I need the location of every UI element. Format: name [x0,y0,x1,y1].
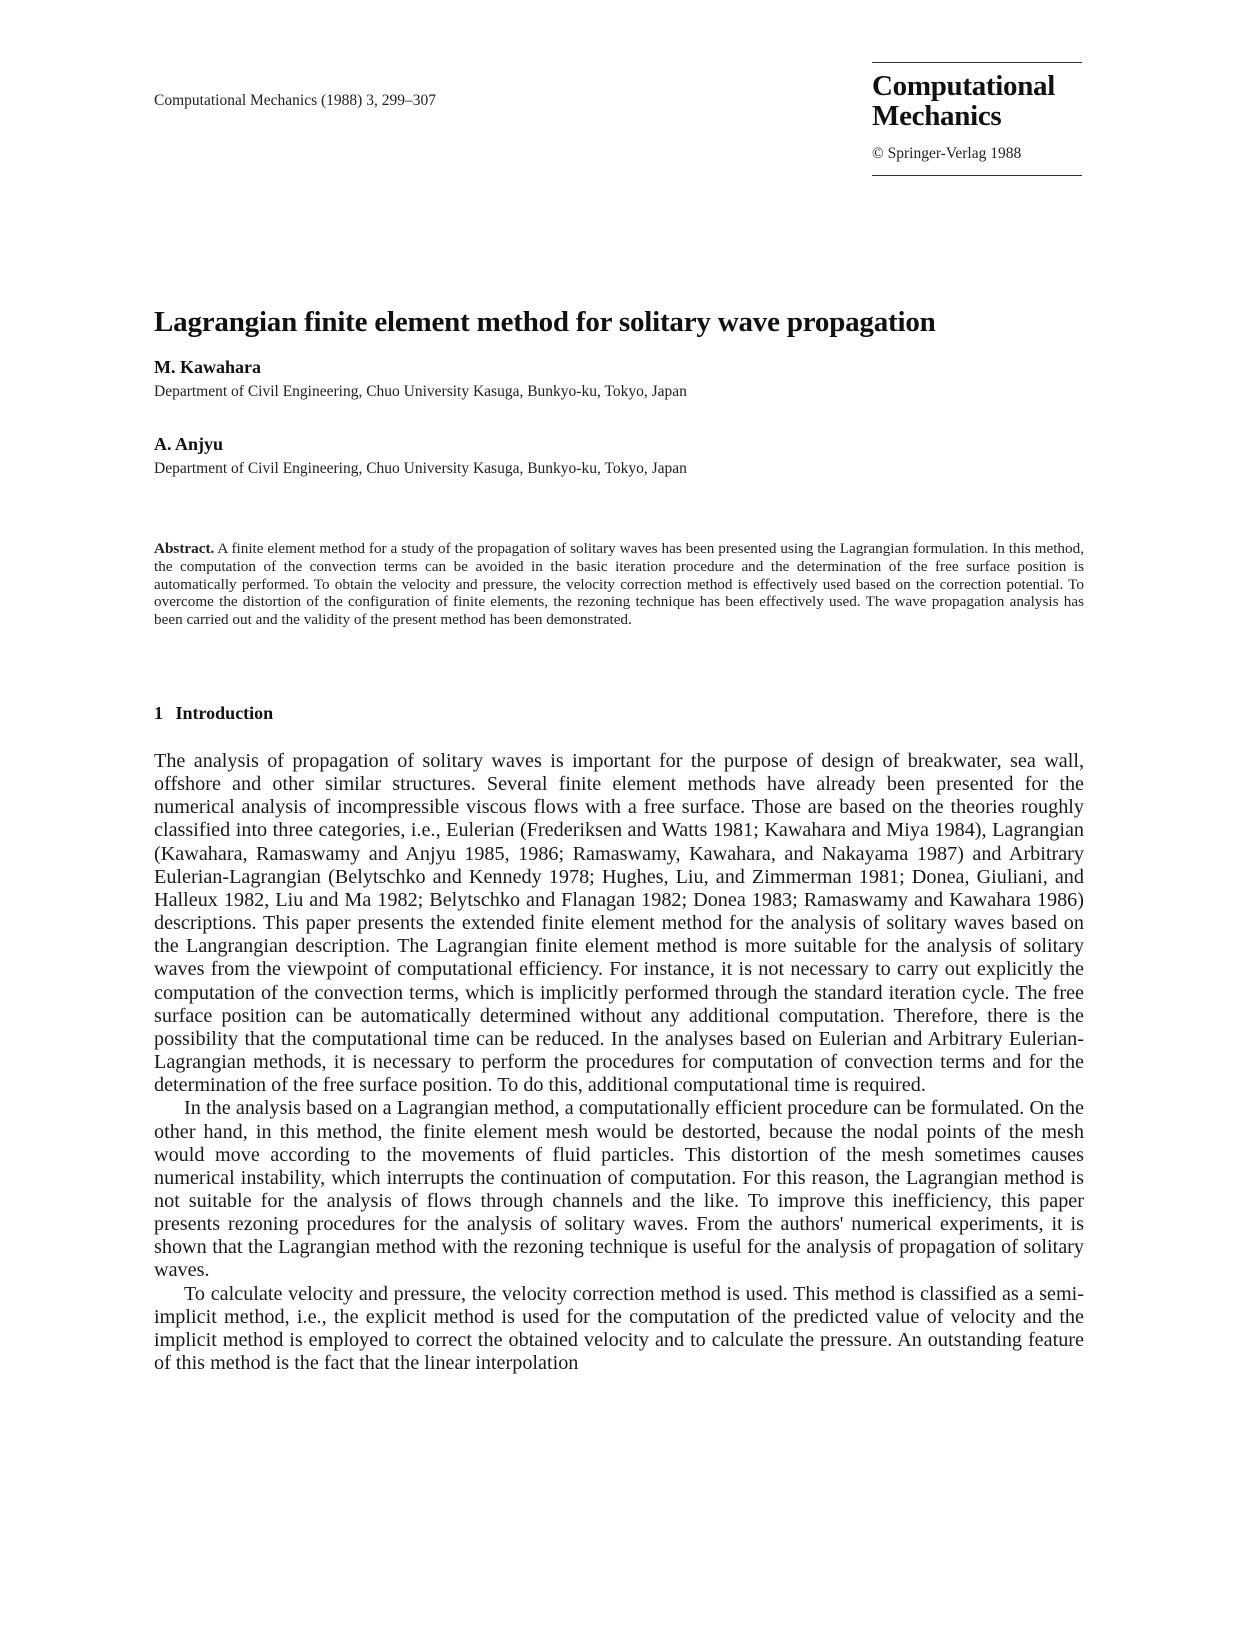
paragraph: To calculate velocity and pressure, the velocity correction method is used. This method is classified as a semi-implicit method, i.e., the explicit method is used for the computation of the predicted value of velocity and the implicit method is employed to correct the obtained velocity and to calculate the pressure. An outstanding feature of this method is the fact that the linear interpolation [154,1282,1084,1375]
section-heading [154,703,273,724]
abstract [154,540,1084,629]
paragraph: The analysis of propagation of solitary waves is important for the purpose of design of breakwater, sea wall, offshore and other similar structures. Several finite element methods have already been presented for the numerical analysis of incompressible viscous flows with a free surface. Those are based on the theories roughly classified into three categories, i.e., Eulerian (Frederiksen and Watts 1981; Kawahara and Miya 1984), Lagrangian (Kawahara, Ramaswamy and Anjyu 1985, 1986; Ramaswamy, Kawahara, and Nakayama 1987) and Arbitrary Eulerian-Lagrangian (Belytschko and Kennedy 1978; Hughes, Liu, and Zimmerman 1981; Donea, Giuliani, and Halleux 1982, Liu and Ma 1982; Belytschko and Flanagan 1982; Donea 1983; Ramaswamy and Kawahara 1986) descriptions. This paper presents the extended finite element method for the analysis of solitary waves based on the Langrangian description. The Lagrangian finite element method is more suitable for the analysis of solitary waves from the viewpoint of computational efficiency. For instance, it is not necessary to carry out explicitly the computation of the convection terms, which is implicitly performed through the standard iteration cycle. The free surface position can be automatically determined without any additional computation. Therefore, there is the possibility that the computational time can be reduced. In the analyses based on Eulerian and Arbitrary Eulerian-Lagrangian methods, it is necessary to perform the procedures for computation of convection terms and for the determination of the free surface position. To do this, additional computational time is required. [154,750,1084,1097]
section-title: Introduction [175,703,274,723]
journal-citation: Computational Mechanics (1988) 3, 299–307 [154,92,436,109]
author-affiliation: Department of Civil Engineering, Chuo University Kasuga, Bunkyo-ku, Tokyo, Japan [154,383,687,400]
journal-name-line1: Computational [872,70,1056,102]
publisher-copyright: © Springer-Verlag 1988 [872,145,1022,162]
author-affiliation: Department of Civil Engineering, Chuo University Kasuga, Bunkyo-ku, Tokyo, Japan [154,460,687,477]
masthead-rule-top [872,62,1082,63]
author-name: M. Kawahara [154,357,261,377]
section-number: 1 [154,703,163,723]
paper-title: Lagrangian finite element method for solitary wave propagation [154,306,936,338]
paragraph: In the analysis based on a Lagrangian method, a computationally efficient procedure can be formulated. On the other hand, in this method, the finite element mesh would be destorted, because the nodal points of the mesh would move according to the movements of fluid particles. This distortion of the mesh sometimes causes numerical instability, which interrupts the continuation of computation. For this reason, the Lagrangian method is not suitable for the analysis of flows through channels and the like. To improve this inefficiency, this paper presents rezoning procedures for the analysis of solitary waves. From the authors' numerical experiments, it is shown that the Lagrangian method with the rezoning technique is useful for the analysis of propagation of solitary waves. [154,1097,1084,1282]
journal-name-line2: Mechanics [872,100,1002,132]
abstract-text: A finite element method for a study of the propagation of solitary waves has been presented using the Lagrangian formulation. In this method, the computation of the convection terms can be avoided in the basic iteration procedure and the determination of the free surface position is automatically performed. To obtain the velocity and pressure, the velocity correction method is effectively used based on the correction potential. To overcome the distortion of the configuration of finite elements, the rezoning technique has been effectively used. The wave propagation analysis has been carried out and the validity of the present method has been demonstrated. [154,540,1084,629]
abstract-label: Abstract. [154,540,215,557]
body-text [154,750,1084,1375]
journal-name [872,71,1082,131]
journal-masthead [872,62,1082,176]
masthead-rule-bottom [872,175,1082,176]
author-name: A. Anjyu [154,434,224,454]
